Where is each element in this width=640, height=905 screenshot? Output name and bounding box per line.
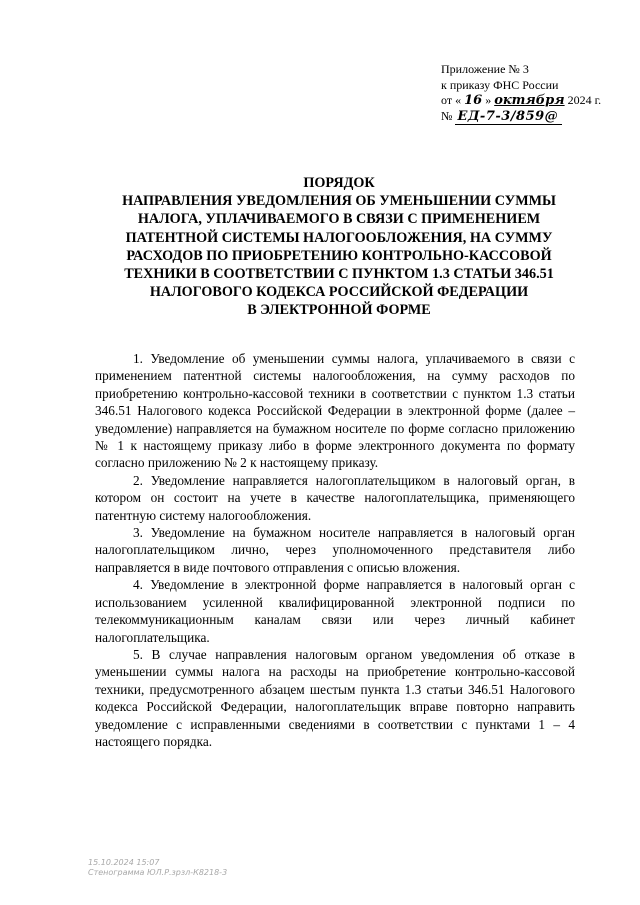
order-number-handwritten: ЕД-7-3/859@ xyxy=(455,109,562,126)
date-year: 2024 г. xyxy=(567,93,602,107)
appendix-header xyxy=(441,62,631,125)
paragraph-1: 1. Уведомление об уменьшении суммы налога, уплачиваемого в связи с применением патентной системы налогообложения, на сумму расходов по приобретению контрольно-кассовой техники в соответствии с пунктом 1.3 статьи 346.51 Налогового кодекса Российской Федерации в электронной форме (далее – уведомление) направляется на бумажном носителе по форме согласно приложению № 1 к настоящему приказу либо в форме электронного документа по формату согласно приложению № 2 к настоящему приказу. xyxy=(95,351,575,471)
appendix-number xyxy=(441,109,631,126)
date-prefix: от « xyxy=(441,93,462,107)
paragraph-4: 4. Уведомление в электронной форме направляется в налоговый орган с использованием усиленной квалифицированной электронной подписи по телекоммуникационным каналам связи или через личный кабинет налогоплательщика. xyxy=(95,577,575,645)
date-mid: » xyxy=(485,93,492,107)
title-line: НАЛОГА, УПЛАЧИВАЕМОГО В СВЯЗИ С ПРИМЕНЕНИЕМ xyxy=(137,211,541,228)
title-line: НАПРАВЛЕНИЯ УВЕДОМЛЕНИЯ ОБ УМЕНЬШЕНИИ СУММЫ xyxy=(122,193,556,210)
date-month-handwritten: октября xyxy=(494,93,565,108)
paragraph-2: 2. Уведомление направляется налогоплательщиком в налоговый орган, в котором он состоит на учете в качестве налогоплательщика, применяющего патентную систему налогообложения. xyxy=(95,472,575,523)
appendix-label: Приложение № 3 xyxy=(441,62,529,76)
document-body xyxy=(95,350,575,750)
title-line: НАЛОГОВОГО КОДЕКСА РОССИЙСКОЙ ФЕДЕРАЦИИ xyxy=(149,284,529,301)
paragraph-5: 5. В случае направления налоговым органом уведомления об отказе в уменьшении суммы налога на расходы на приобретение контрольно-кассовой техники, предусмотренного абзацем шестым пункта 1.3 статьи 346.51 Налогового кодекса Российской Федерации, налогоплательщик вправе повторно направить уведомление с исправленными сведениями в соответствии с пунктами 1 – 4 настоящего порядка. xyxy=(95,646,575,749)
title-heading: ПОРЯДОК xyxy=(303,175,375,191)
appendix-order-reference: к приказу ФНС России xyxy=(441,77,559,92)
footer-stamp xyxy=(88,858,227,878)
title-line: РАСХОДОВ ПО ПРИОБРЕТЕНИЮ КОНТРОЛЬНО-КАССОВОЙ xyxy=(126,247,552,264)
number-prefix: № xyxy=(441,108,453,123)
footer-timestamp: 15.10.2024 15:07 xyxy=(88,858,160,867)
footer-doc-id: Стенограмма ЮЛ.Р.зрзл-К8218-3 xyxy=(88,868,228,877)
paragraph-3: 3. Уведомление на бумажном носителе направляется в налоговый орган налогоплательщиком лично, через уполномоченного представителя либо направляется в виде почтового отправления с описью вложения. xyxy=(95,525,575,575)
document-title xyxy=(84,174,594,320)
title-line: ТЕХНИКИ В СООТВЕТСТВИИ С ПУНКТОМ 1.3 СТАТЬИ 346.51 xyxy=(124,266,554,283)
title-line: ПАТЕНТНОЙ СИСТЕМЫ НАЛОГООБЛОЖЕНИЯ, НА СУММУ xyxy=(125,229,553,246)
title-line: В ЭЛЕКТРОННОЙ ФОРМЕ xyxy=(247,302,431,319)
appendix-date xyxy=(441,93,631,109)
date-day-handwritten: 16 xyxy=(464,93,483,108)
